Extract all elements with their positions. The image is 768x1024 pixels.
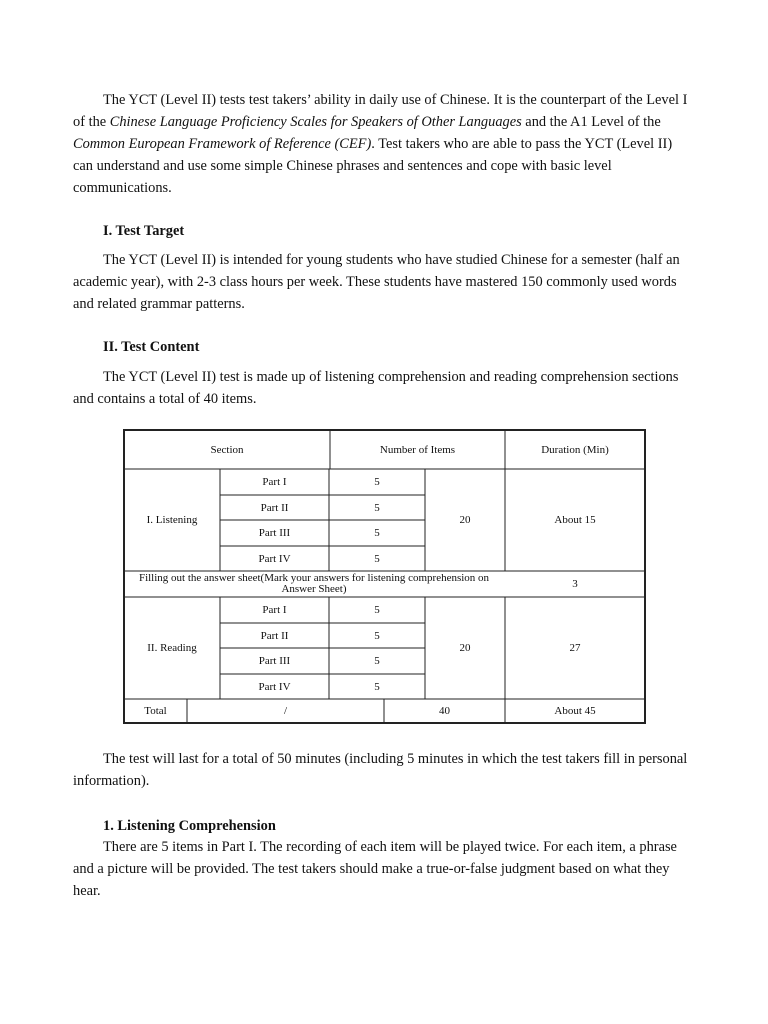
listening-part-count: 5 bbox=[374, 552, 380, 565]
total-slash: / bbox=[283, 705, 288, 717]
reading-part-count: 5 bbox=[374, 680, 380, 693]
heading-listening-comprehension: 1. Listening Comprehension bbox=[103, 818, 276, 834]
intro-emphasis-cef: Common European Framework of Reference (CEF) bbox=[73, 136, 372, 152]
header-section: Section bbox=[210, 443, 244, 456]
reading-part-count: 5 bbox=[374, 604, 380, 616]
intro-emphasis-clps: Chinese Language Proficiency Scales for Speakers of Other Languages bbox=[109, 114, 522, 130]
duration-paragraph: The test will last for a total of 50 minutes (including 5 minutes in which the test takers fill in personal information). bbox=[73, 751, 688, 789]
reading-part-name: Part III bbox=[258, 655, 291, 667]
test-target-paragraph: The YCT (Level II) is intended for young students who have studied Chinese for a semester (half an academic year), with 2-3 class hours per week. These students have mastered 150 commonly used words and related grammar patterns. bbox=[73, 252, 680, 312]
intro-text-1: The YCT (Level II) tests test takers’ ability in daily use of Chinese. It is the counterpart of the Level I of the bbox=[73, 92, 688, 130]
total-duration: About 45 bbox=[554, 705, 596, 717]
listening-part-name: Part III bbox=[258, 527, 291, 539]
listening-part-name: Part II bbox=[260, 501, 289, 514]
answer-sheet-label: Filling out the answer sheet(Mark your answers for listening comprehension on Answer Sheet) bbox=[138, 572, 490, 595]
listening-duration: About 15 bbox=[554, 514, 596, 526]
intro-text-3: . Test takers who are able to pass the YCT (Level II) can understand and use some simple Chinese phrases and sentences and cope with basic level communications. bbox=[73, 136, 673, 196]
listening-part-count: 5 bbox=[374, 476, 380, 488]
reading-part-name: Part II bbox=[260, 629, 289, 642]
answer-sheet-duration: 3 bbox=[572, 578, 578, 590]
header-duration: Duration (Min) bbox=[541, 443, 609, 456]
reading-subtotal: 20 bbox=[459, 642, 471, 654]
reading-part-name: Part IV bbox=[258, 680, 291, 693]
heading-test-content: II. Test Content bbox=[103, 339, 200, 355]
listening-subtotal: 20 bbox=[459, 514, 471, 526]
total-items: 40 bbox=[439, 705, 450, 717]
reading-part-count: 5 bbox=[374, 629, 380, 642]
listening-comprehension-paragraph: There are 5 items in Part I. The recording of each item will be played twice. For each item, a phrase and a picture will be provided. The test takers should make a true-or-false judgment based on what they hear. bbox=[73, 839, 677, 899]
reading-label: II. Reading bbox=[147, 642, 197, 654]
listening-part-count: 5 bbox=[374, 527, 380, 539]
intro-paragraph bbox=[73, 89, 689, 199]
reading-duration: 27 bbox=[569, 642, 581, 654]
intro-text-2: and the A1 Level of the bbox=[521, 114, 661, 130]
total-label: Total bbox=[144, 705, 167, 717]
listening-part-count: 5 bbox=[374, 501, 380, 514]
listening-label: I. Listening bbox=[146, 514, 198, 526]
heading-test-target: I. Test Target bbox=[103, 223, 185, 239]
test-content-paragraph: The YCT (Level II) test is made up of listening comprehension and reading comprehension sections and contains a total of 40 items. bbox=[73, 369, 679, 407]
listening-part-name: Part IV bbox=[258, 552, 291, 565]
reading-part-count: 5 bbox=[374, 655, 380, 667]
test-structure-table bbox=[123, 429, 646, 725]
listening-part-name: Part I bbox=[262, 476, 287, 488]
header-number-of-items: Number of Items bbox=[379, 443, 456, 456]
reading-part-name: Part I bbox=[262, 604, 287, 616]
